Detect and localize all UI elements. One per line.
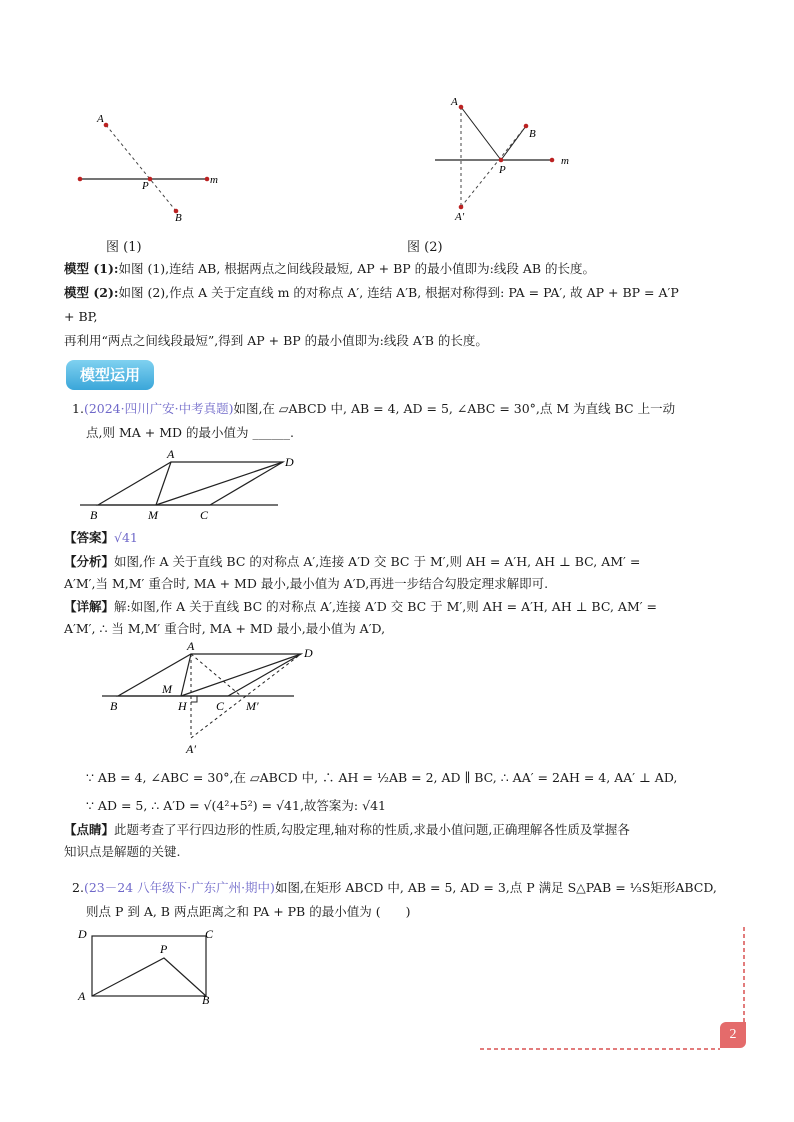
model2-line1: 如图 (2),作点 A 关于定直线 m 的对称点 A′, 连结 A′B, 根据对称得到: PA = PA′, 故 AP + BP = A′P xyxy=(118,285,679,300)
q2-fig-label-A: A xyxy=(78,989,86,1003)
q2-text1: 如图,在矩形 ABCD 中, AB = 5, AD = 3,点 P 满足 S△PAB = ⅓S矩形ABCD, xyxy=(274,880,717,895)
figure-1 xyxy=(70,105,230,225)
q1-text1: 如图,在 ▱ABCD 中, AB = 4, AD = 5, ∠ABC = 30°,点 M 为直线 BC 上一动 xyxy=(233,401,676,416)
figure-2 xyxy=(425,92,585,227)
q1-comment-line2: 知识点是解题的关键. xyxy=(64,844,181,859)
q1-solution-figure xyxy=(96,638,326,762)
q1-comment-label: 【点睛】 xyxy=(64,822,115,837)
q1-comment-line1: 此题考查了平行四边形的性质,勾股定理,轴对称的性质,求最小值问题,正确理解各性质及掌握各 xyxy=(114,822,630,837)
q1-line2: 点,则 MA + MD 的最小值为 ______. xyxy=(86,425,294,440)
q1-answer xyxy=(64,529,138,547)
q1-source: (2024·四川广安·中考真题) xyxy=(83,401,234,416)
fig2-label-B: B xyxy=(529,128,536,140)
q1-calc-line1: ∵ AB = 4, ∠ABC = 30°,在 ▱ABCD 中, ∴ AH = ½AB = 2, AD ∥ BC, ∴ AA′ = 2AH = 4, AA′ ⊥ AD, xyxy=(86,770,678,785)
q1-figure xyxy=(78,446,294,526)
q1-detail-label: 【详解】 xyxy=(64,599,115,614)
q2-source: (23－24 八年级下·广东广州·期中) xyxy=(83,880,275,895)
q1-fig-label-D: D xyxy=(285,455,294,469)
page-corner-decoration xyxy=(476,925,751,1055)
q2-line1 xyxy=(72,879,717,897)
q1-sol-label-M: M xyxy=(162,682,172,696)
q1-analysis xyxy=(64,553,640,571)
q1-fig-label-C: C xyxy=(200,508,209,522)
fig1-label-m: m xyxy=(210,174,218,186)
q1-detail-line1: 解:如图,作 A 关于直线 BC 的对称点 A′,连接 A′D 交 BC 于 M′,则 AH = A′H, AH ⊥ BC, AM′ = xyxy=(114,599,658,614)
q2-number: 2. xyxy=(72,880,84,895)
q1-sol-label-C: C xyxy=(216,699,225,713)
q1-fig-label-B: B xyxy=(90,508,98,522)
q1-answer-label: 【答案】 xyxy=(64,530,115,545)
q2-fig-label-P: P xyxy=(160,942,168,956)
q2-fig-label-C: C xyxy=(205,927,214,941)
q2-fig-label-B: B xyxy=(202,993,210,1007)
q1-analysis-line2: A′M′,当 M,M′ 重合时, MA + MD 最小,最小值为 A′D,再进一步结合勾股定理求解即可. xyxy=(64,576,549,591)
model1-label: 模型 (1): xyxy=(64,261,119,276)
q1-answer-value: √41 xyxy=(114,530,138,545)
q2-figure xyxy=(72,924,222,1006)
q1-fig-label-A: A xyxy=(167,447,175,461)
q1-sol-label-M-prime: M′ xyxy=(246,699,259,713)
q2-line2: 则点 P 到 A, B 两点距离之和 PA + PB 的最小值为 ( ) xyxy=(86,904,411,919)
fig2-label-m: m xyxy=(561,155,569,167)
model1-text: 如图 (1),连结 AB, 根据两点之间线段最短, AP + BP 的最小值即为:线段 AB 的长度。 xyxy=(118,261,596,276)
fig2-label-A: A xyxy=(451,96,458,108)
q1-sol-label-B: B xyxy=(110,699,118,713)
q1-analysis-label: 【分析】 xyxy=(64,554,115,569)
q1-analysis-line1: 如图,作 A 关于直线 BC 的对称点 A′,连接 A′D 交 BC 于 M′,则 AH = A′H, AH ⊥ BC, AM′ = xyxy=(114,554,641,569)
fig1-label-P: P xyxy=(142,180,149,192)
model2-line3: 再利用“两点之间线段最短”,得到 AP + BP 的最小值即为:线段 A′B 的长度。 xyxy=(64,333,488,348)
q1-calc-line2: ∵ AD = 5, ∴ A′D = √(4²+5²) = √41,故答案为: √41 xyxy=(86,798,386,813)
model2-line2: + BP, xyxy=(64,309,98,324)
model1-paragraph xyxy=(64,260,595,278)
q1-detail xyxy=(64,598,657,616)
q1-sol-label-A: A xyxy=(187,639,195,653)
q1-fig-label-M: M xyxy=(148,508,158,522)
q1-detail-line2: A′M′, ∴ 当 M,M′ 重合时, MA + MD 最小,最小值为 A′D, xyxy=(64,621,386,636)
page-number: 2 xyxy=(720,1022,746,1048)
fig2-label-P: P xyxy=(499,164,506,176)
fig1-label-A: A xyxy=(97,113,104,125)
fig1-caption: 图 (1) xyxy=(106,240,142,255)
model2-paragraph xyxy=(64,284,679,302)
fig1-label-B: B xyxy=(175,212,182,224)
q1-sol-label-H: H xyxy=(178,699,187,713)
q1-line1 xyxy=(72,400,675,418)
q1-sol-label-A-prime: A′ xyxy=(186,742,196,756)
q1-number: 1. xyxy=(72,401,84,416)
q1-sol-label-D: D xyxy=(304,646,313,660)
fig2-label-A-prime: A′ xyxy=(455,211,465,223)
q2-fig-label-D: D xyxy=(78,927,87,941)
section-badge: 模型运用 xyxy=(66,360,154,390)
q1-comment xyxy=(64,821,630,839)
fig2-caption: 图 (2) xyxy=(407,240,443,255)
model2-label: 模型 (2): xyxy=(64,285,119,300)
